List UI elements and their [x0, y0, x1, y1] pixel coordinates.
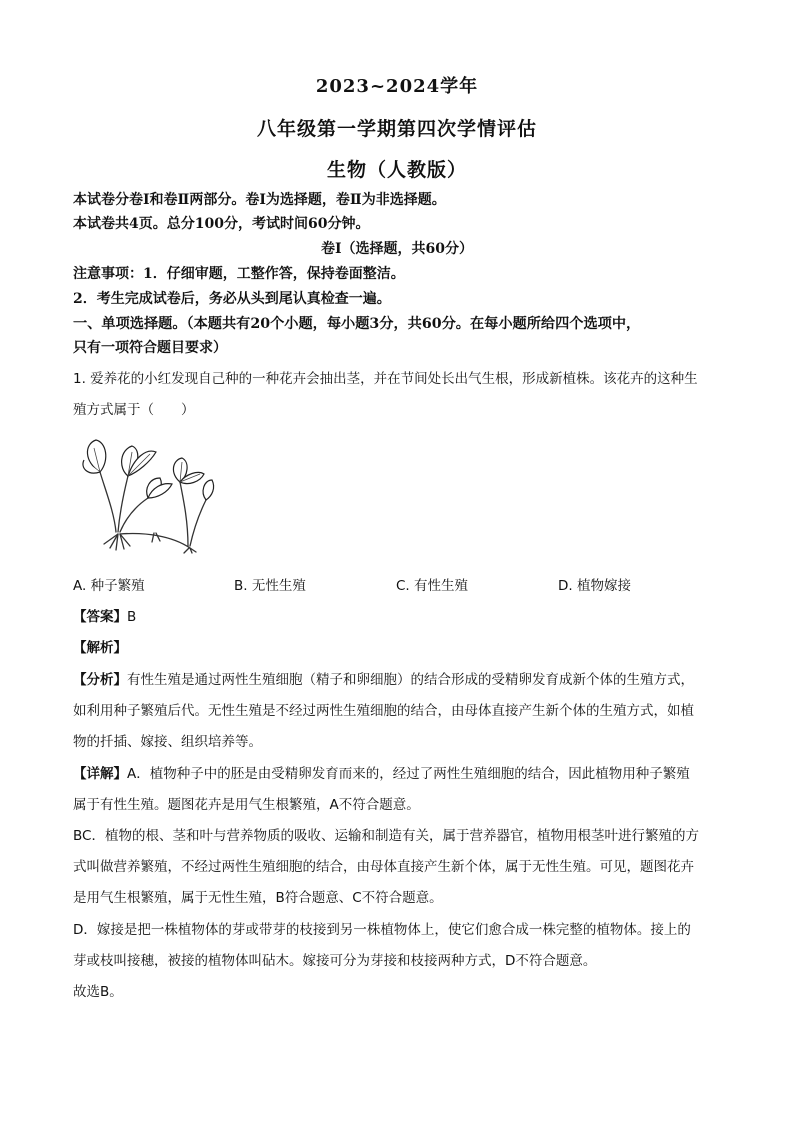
option-c-text: 有性生殖 — [414, 578, 469, 594]
answer-line — [73, 605, 733, 625]
plant-runner-illustration-icon — [76, 432, 216, 554]
xiangjie-line-3: BC．植物的根、茎和叶与营养物质的吸收、运输和制造有关，属于营养器官，植物用根茎叶进行繁殖的方 — [73, 828, 699, 844]
xiangjie-line-2: 属于有性生殖。题图花卉是用气生根繁殖，A不符合题意。 — [73, 797, 420, 813]
answer-tag: 【答案】 — [73, 609, 127, 625]
conclusion-line: 故选B。 — [73, 984, 123, 1000]
option-a-text: 种子繁殖 — [90, 578, 145, 594]
option-a-letter: A. — [73, 578, 87, 594]
fenxi-text-1: 有性生殖是通过两性生殖细胞（精子和卵细胞）的结合形成的受精卵发育成新个体的生殖方式， — [127, 672, 694, 688]
fenxi-line-1 — [73, 668, 733, 688]
part1-heading-line-2: 只有一项符合题目要求） — [73, 340, 227, 356]
notice-line-1: 注意事项：1．仔细审题，工整作答，保持卷面整洁。 — [73, 266, 405, 282]
option-d-letter: D. — [558, 578, 573, 594]
exam-term-title: 八年级第一学期第四次学情评估 — [256, 118, 537, 140]
fenxi-tag: 【分析】 — [73, 672, 127, 688]
instruction-line-2: 本试卷共4页。总分100分，考试时间60分钟。 — [73, 216, 370, 232]
xiangjie-line-4: 式叫做营养繁殖，不经过两性生殖细胞的结合，由母体直接产生新个体，属于无性生殖。可见，题图花卉 — [73, 859, 694, 875]
instruction-line-1: 本试卷分卷Ⅰ和卷Ⅱ两部分。卷Ⅰ为选择题，卷Ⅱ为非选择题。 — [73, 192, 446, 208]
xiangjie-line-7: 芽或枝叫接穗，被接的植物体叫砧木。嫁接可分为芽接和枝接两种方式，D不符合题意。 — [73, 953, 597, 969]
option-b-letter: B. — [234, 578, 248, 594]
question1-stem-line-1: 1. 爱养花的小红发现自己种的一种花卉会抽出茎，并在节间处长出气生根，形成新植株。该花卉的这种生 — [73, 371, 698, 387]
option-b — [234, 574, 306, 594]
analysis-heading — [73, 636, 733, 656]
xiangjie-line-1 — [73, 762, 733, 782]
part1-heading-line-1: 一、单项选择题。（本题共有20个小题，每小题3分，共60分。在每小题所给四个选项中， — [73, 316, 641, 332]
option-c — [396, 574, 468, 594]
xiangjie-text-1: A．植物种子中的胚是由受精卵发育而来的，经过了两性生殖细胞的结合，因此植物用种子繁殖 — [127, 766, 690, 782]
exam-subject-title: 生物（人教版） — [326, 159, 467, 181]
xiangjie-line-6: D．嫁接是把一株植物体的芽或带芽的枝接到另一株植物体上，使它们愈合成一株完整的植物体。接上的 — [73, 922, 691, 938]
fenxi-line-3: 物的扦插、嫁接、组织培养等。 — [73, 734, 262, 750]
option-c-letter: C. — [396, 578, 410, 594]
option-a — [73, 574, 145, 594]
xiangjie-tag: 【详解】 — [73, 766, 127, 782]
notice-line-2: 2．考生完成试卷后，务必从头到尾认真检查一遍。 — [73, 291, 391, 307]
option-b-text: 无性生殖 — [251, 578, 306, 594]
option-d — [558, 574, 631, 594]
exam-year-title: 2023~2024学年 — [315, 76, 479, 97]
fenxi-line-2: 如利用种子繁殖后代。无性生殖是不经过两性生殖细胞的结合，由母体直接产生新个体的生殖方式，如植 — [73, 703, 694, 719]
question1-stem-line-2: 殖方式属于（ ） — [73, 402, 195, 418]
option-d-text: 植物嫁接 — [576, 578, 631, 594]
section-title: 卷Ⅰ（选择题，共60分） — [320, 241, 474, 257]
analysis-tag: 【解析】 — [73, 640, 127, 656]
answer-value: B — [127, 609, 137, 625]
xiangjie-line-5: 是用气生根繁殖，属于无性生殖，B符合题意、C不符合题意。 — [73, 890, 443, 906]
